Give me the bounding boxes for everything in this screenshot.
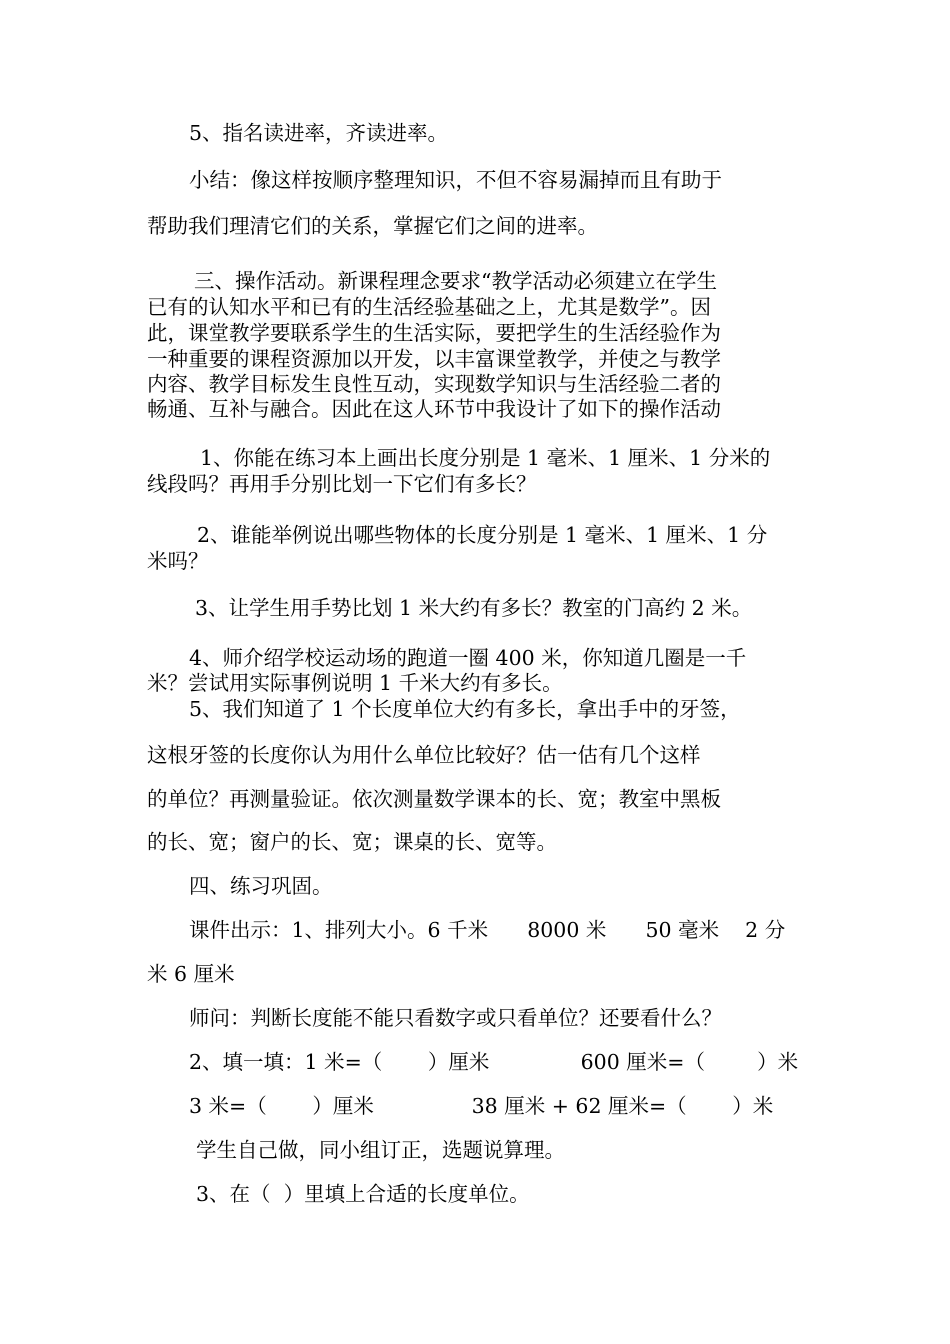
text-line: 此，课堂教学要联系学生的生活实际，要把学生的生活经验作为 [147, 321, 721, 345]
text-line: 3、让学生用手势比划 1 米大约有多长？教室的门高约 2 米。 [195, 596, 753, 620]
text-line: 2、填一填：1 米=（ ）厘米 600 厘米=（ ）米 [189, 1050, 799, 1074]
text-line: 1、你能在练习本上画出长度分别是 1 毫米、1 厘米、1 分米的 [200, 446, 771, 470]
text-line: 小结：像这样按顺序整理知识，不但不容易漏掉而且有助于 [189, 168, 722, 192]
text-line: 线段吗？再用手分别比划一下它们有多长？ [147, 472, 537, 496]
text-line: 米？尝试用实际事例说明 1 千米大约有多长。 [147, 671, 563, 695]
text-line: 内容、教学目标发生良性互动，实现数学知识与生活经验二者的 [147, 372, 721, 396]
text-line: 3、在（ ）里填上合适的长度单位。 [196, 1182, 530, 1206]
text-line: 一种重要的课程资源加以开发，以丰富课堂教学，并使之与教学 [147, 347, 721, 371]
text-line: 的长、宽；窗户的长、宽；课桌的长、宽等。 [147, 830, 557, 854]
text-line: 帮助我们理清它们的关系，掌握它们之间的进率。 [147, 214, 598, 238]
text-line: 5、我们知道了 1 个长度单位大约有多长，拿出手中的牙签， [189, 697, 741, 721]
text-line: 米吗？ [147, 549, 209, 573]
text-line: 学生自己做，同小组订正，选题说算理。 [196, 1138, 565, 1162]
text-line: 米 6 厘米 [147, 962, 235, 986]
text-line: 4、师介绍学校运动场的跑道一圈 400 米，你知道几圈是一千 [189, 646, 747, 670]
text-line: 课件出示：1、排列大小。6 千米 8000 米 50 毫米 2 分 [189, 918, 786, 942]
text-line: 三、操作活动。新课程理念要求“教学活动必须建立在学生 [194, 269, 717, 293]
text-line: 师问：判断长度能不能只看数字或只看单位？还要看什么？ [189, 1006, 722, 1030]
text-line: 5、指名读进率，齐读进率。 [189, 121, 449, 145]
text-line: 畅通、互补与融合。因此在这人环节中我设计了如下的操作活动 [147, 397, 721, 421]
text-line: 3 米=（ ）厘米 38 厘米 + 62 厘米=（ ）米 [189, 1094, 774, 1118]
section-heading: 四、练习巩固。 [189, 874, 333, 898]
text-line: 2、谁能举例说出哪些物体的长度分别是 1 毫米、1 厘米、1 分 [197, 523, 768, 547]
text-line: 的单位？再测量验证。依次测量数学课本的长、宽；教室中黑板 [147, 787, 721, 811]
text-line: 这根牙签的长度你认为用什么单位比较好？估一估有几个这样 [147, 743, 701, 767]
text-line: 已有的认知水平和已有的生活经验基础之上，尤其是数学”。因 [147, 295, 711, 319]
